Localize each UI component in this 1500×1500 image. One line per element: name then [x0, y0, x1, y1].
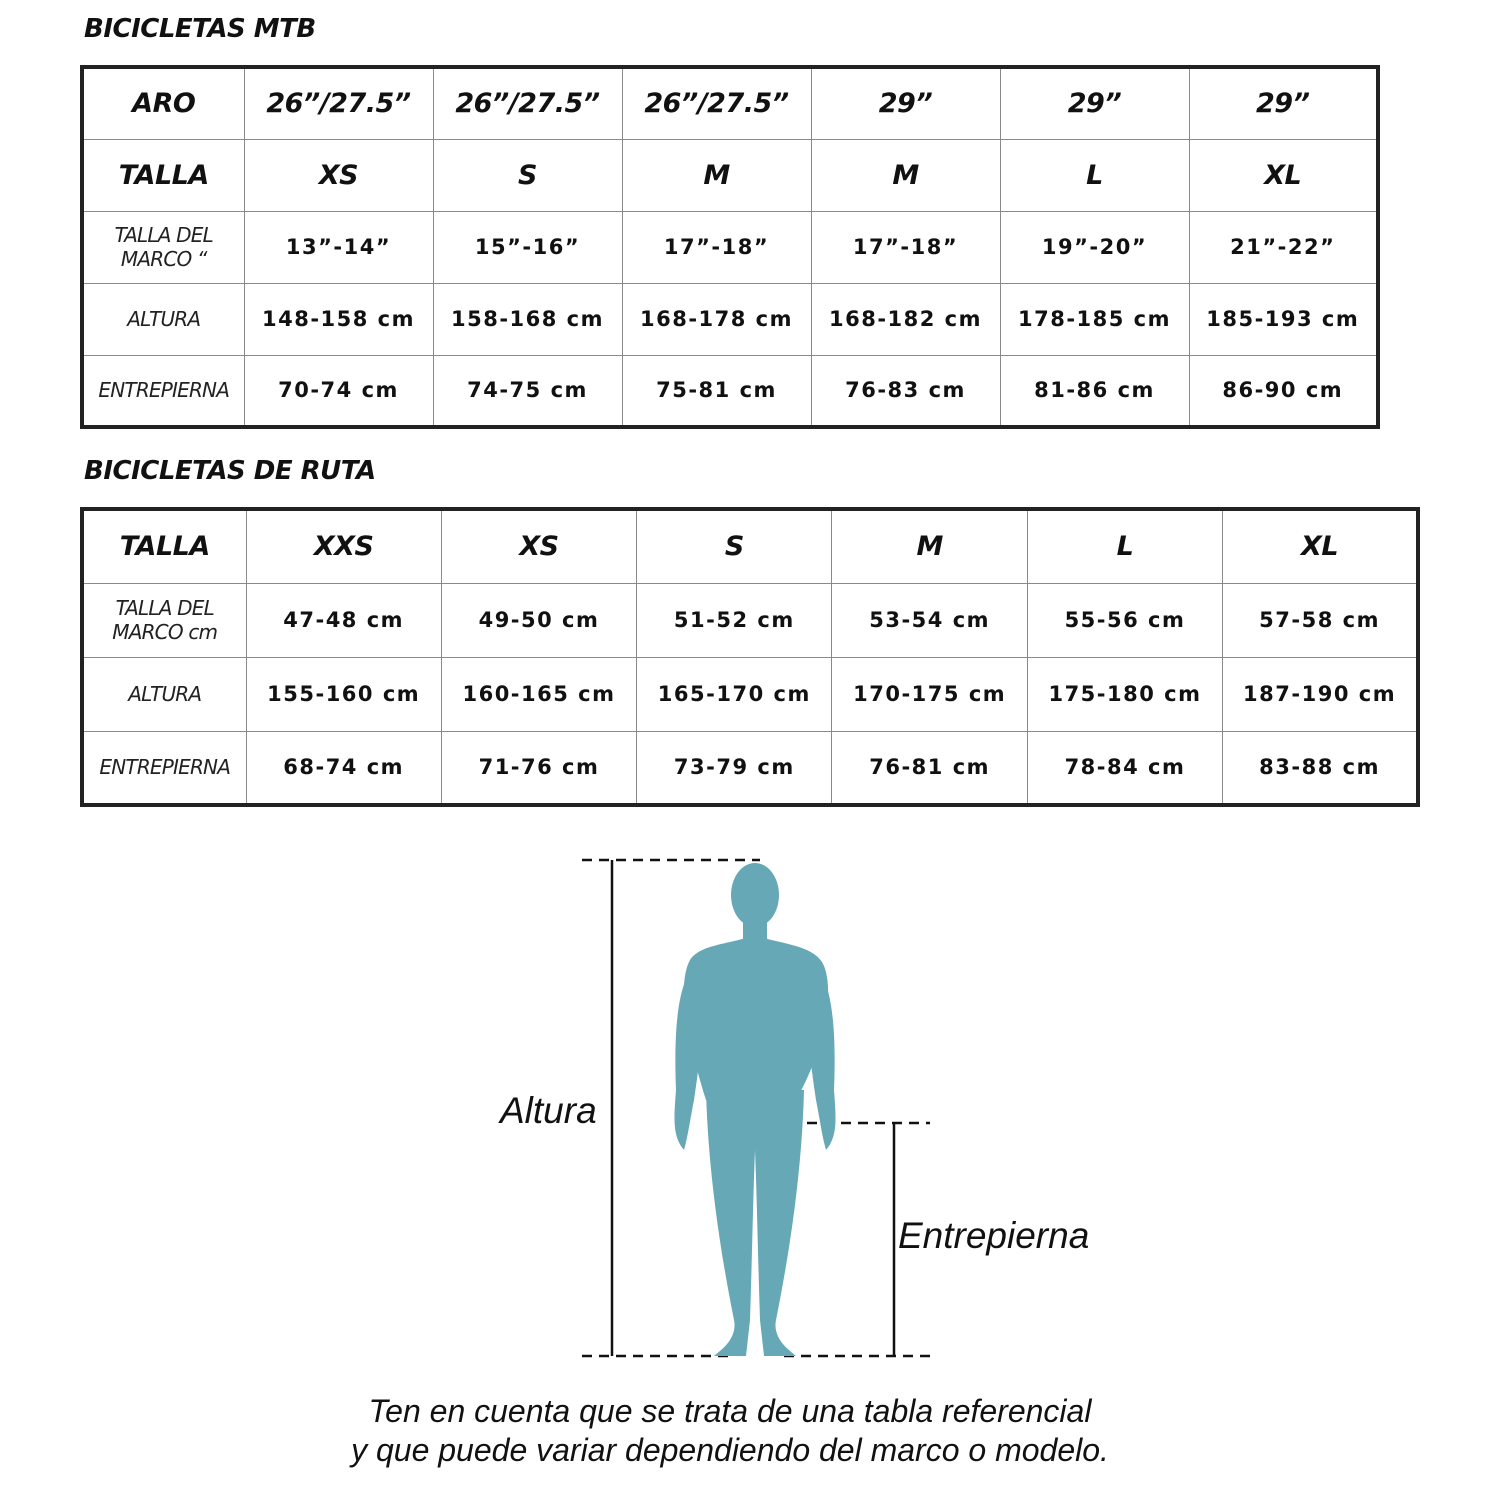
row-label-talla: TALLA: [82, 139, 244, 211]
reference-note-line: y que puede variar dependiendo del marco o modelo.: [351, 1432, 1109, 1468]
talla-marco-cell: 17”-18”: [811, 211, 1000, 283]
table-row: [82, 355, 1378, 427]
row-label-entrepierna: ENTREPIERNA: [82, 355, 244, 427]
aro-cell: 26”/27.5”: [622, 67, 811, 139]
entrepierna-cell: 76-81 cm: [832, 731, 1027, 805]
talla-cell: S: [433, 139, 622, 211]
entrepierna-cell: 73-79 cm: [637, 731, 832, 805]
talla-cell: M: [622, 139, 811, 211]
aro-cell: 26”/27.5”: [244, 67, 433, 139]
aro-cell: 29”: [1189, 67, 1378, 139]
altura-cell: 160-165 cm: [441, 657, 636, 731]
entrepierna-cell: 74-75 cm: [433, 355, 622, 427]
talla-marco-cell: 21”-22”: [1189, 211, 1378, 283]
aro-cell: 29”: [1000, 67, 1189, 139]
reference-note-line: Ten en cuenta que se trata de una tabla referencial: [368, 1393, 1092, 1429]
altura-cell: 168-182 cm: [811, 283, 1000, 355]
talla-cell: XL: [1223, 509, 1418, 583]
altura-guide: [582, 860, 760, 1356]
talla-marco-cell: 19”-20”: [1000, 211, 1189, 283]
row-label-entrepierna: ENTREPIERNA: [82, 731, 246, 805]
altura-cell: 158-168 cm: [433, 283, 622, 355]
row-label-aro: ARO: [82, 67, 244, 139]
entrepierna-cell: 86-90 cm: [1189, 355, 1378, 427]
table-row: [82, 657, 1418, 731]
talla-cell: XXS: [246, 509, 441, 583]
talla-marco-cell: 47-48 cm: [246, 583, 441, 657]
talla-marco-cell: 13”-14”: [244, 211, 433, 283]
ruta-section-title: BICICLETAS DE RUTA: [84, 456, 376, 486]
altura-cell: 187-190 cm: [1223, 657, 1418, 731]
talla-cell: XS: [441, 509, 636, 583]
row-label-line: TALLA DEL: [115, 596, 214, 620]
entrepierna-cell: 76-83 cm: [811, 355, 1000, 427]
talla-cell: M: [811, 139, 1000, 211]
row-label-talla: TALLA: [82, 509, 246, 583]
entrepierna-cell: 81-86 cm: [1000, 355, 1189, 427]
mtb-size-table: [80, 65, 1380, 429]
entrepierna-cell: 71-76 cm: [441, 731, 636, 805]
aro-cell: 26”/27.5”: [433, 67, 622, 139]
altura-figure-label: Altura: [500, 1090, 597, 1131]
table-row: [82, 583, 1418, 657]
row-label-altura: ALTURA: [82, 283, 244, 355]
talla-cell: S: [637, 509, 832, 583]
talla-cell: L: [1027, 509, 1222, 583]
talla-cell: M: [832, 509, 1027, 583]
talla-cell: XL: [1189, 139, 1378, 211]
row-label-line: MARCO “: [120, 247, 207, 271]
altura-cell: 148-158 cm: [244, 283, 433, 355]
table-row: [82, 283, 1378, 355]
entrepierna-cell: 78-84 cm: [1027, 731, 1222, 805]
talla-marco-cell: 53-54 cm: [832, 583, 1027, 657]
human-silhouette-icon: [674, 863, 835, 1356]
altura-cell: 185-193 cm: [1189, 283, 1378, 355]
aro-cell: 29”: [811, 67, 1000, 139]
talla-marco-cell: 15”-16”: [433, 211, 622, 283]
talla-marco-cell: 49-50 cm: [441, 583, 636, 657]
altura-cell: 178-185 cm: [1000, 283, 1189, 355]
altura-cell: 155-160 cm: [246, 657, 441, 731]
ruta-size-table: [80, 507, 1420, 807]
mtb-section-title: BICICLETAS MTB: [84, 14, 316, 44]
table-row: [82, 211, 1378, 283]
altura-cell: 168-178 cm: [622, 283, 811, 355]
row-label-altura: ALTURA: [82, 657, 246, 731]
row-label-line: TALLA DEL: [114, 223, 213, 247]
entrepierna-cell: 83-88 cm: [1223, 731, 1418, 805]
entrepierna-cell: 75-81 cm: [622, 355, 811, 427]
table-row: [82, 139, 1378, 211]
altura-cell: 175-180 cm: [1027, 657, 1222, 731]
table-row: [82, 731, 1418, 805]
talla-cell: XS: [244, 139, 433, 211]
talla-cell: L: [1000, 139, 1189, 211]
table-row: [82, 67, 1378, 139]
entrepierna-cell: 68-74 cm: [246, 731, 441, 805]
altura-cell: 170-175 cm: [832, 657, 1027, 731]
talla-marco-cell: 55-56 cm: [1027, 583, 1222, 657]
row-label-talla-marco: [82, 211, 244, 283]
entrepierna-figure-label: Entrepierna: [898, 1215, 1090, 1256]
altura-cell: 165-170 cm: [637, 657, 832, 731]
entrepierna-cell: 70-74 cm: [244, 355, 433, 427]
talla-marco-cell: 51-52 cm: [637, 583, 832, 657]
row-label-line: MARCO cm: [112, 620, 218, 644]
table-row: [82, 509, 1418, 583]
row-label-talla-marco: [82, 583, 246, 657]
talla-marco-cell: 17”-18”: [622, 211, 811, 283]
talla-marco-cell: 57-58 cm: [1223, 583, 1418, 657]
